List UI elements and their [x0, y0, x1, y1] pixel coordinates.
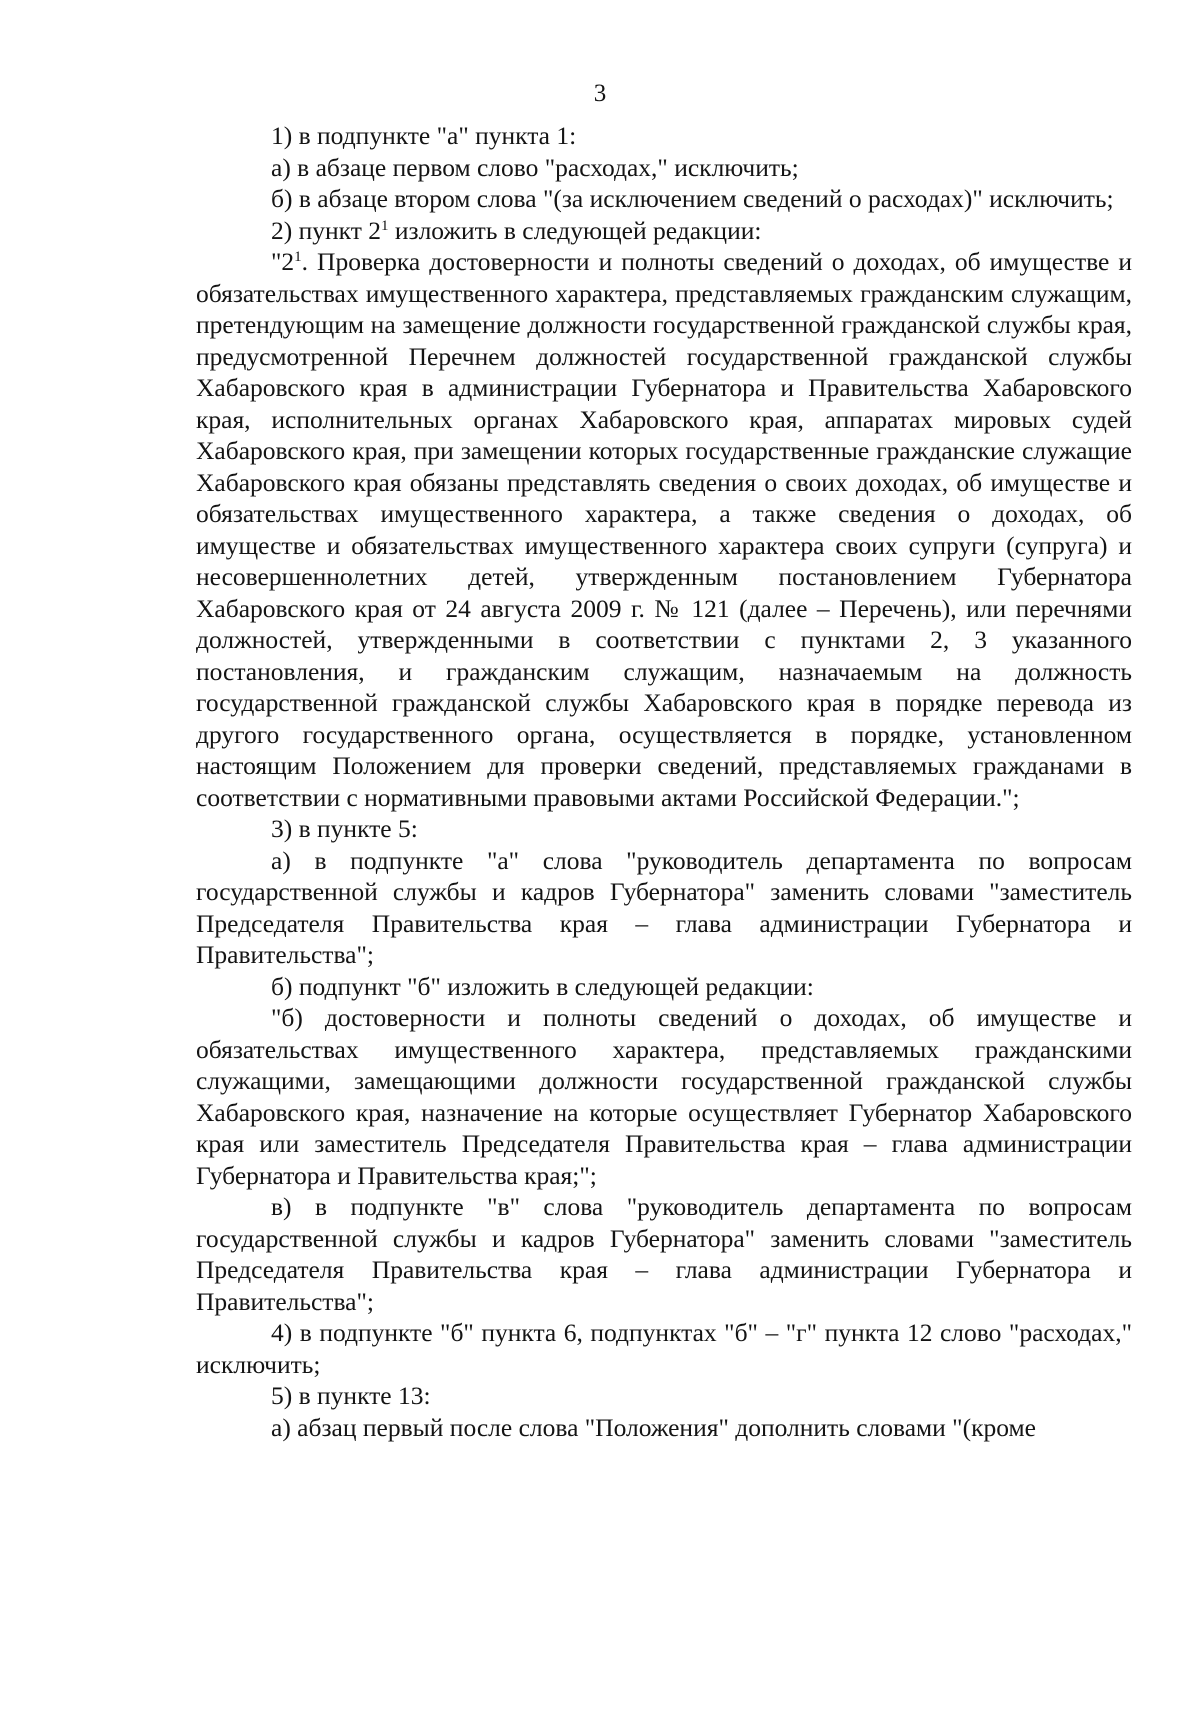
document-body	[196, 120, 1132, 1443]
superscript: 1	[380, 217, 389, 234]
list-item	[196, 246, 1132, 813]
list-item: а) в подпункте "а" слова "руководитель департамента по вопросам государственной службы и кадров Губернатора" заменить словами "заместитель Председателя Правительства края – глава администрации Губернатора и Правительства";	[196, 845, 1132, 969]
list-item: "б) достоверности и полноты сведений о доходах, об имуществе и обязательствах имущественного характера, представляемых гражданскими служащими, замещающими должности государственной гражданской службы Хабаровского края, назначение на которые осуществляет Губернатор Хабаровского края или заместитель Председателя Правительства края – глава администрации Губернатора и Правительства края;";	[196, 1003, 1132, 1190]
list-item: 4) в подпункте "б" пункта 6, подпунктах "б" – "г" пункта 12 слово "расходах," исключить;	[196, 1318, 1132, 1379]
text-run: 2) пункт 2	[271, 215, 381, 245]
list-item: 3) в пункте 5:	[271, 814, 418, 843]
list-item	[196, 215, 1132, 247]
list-item: 5) в пункте 13:	[271, 1381, 431, 1410]
list-item: а) в абзаце первом слово "расходах," исключить;	[271, 152, 799, 182]
list-item: б) подпункт "б" изложить в следующей редакции:	[271, 971, 814, 1001]
list-item: б) в абзаце втором слова "(за исключением сведений о расходах)" исключить;	[271, 184, 1114, 213]
text-run: . Проверка достоверности и полноты сведений о доходах, об имуществе и обязательствах имущественного характера, представляемых гражданским служащим, претендующим на замещение должности государственной гражданской службы края, предусмотренной Перечнем должностей государственной гражданской службы Хабаровского края в администрации Губернатора и Правительства Хабаровского края, исполнительных органах Хабаровского края, аппаратах мировых судей Хабаровского края, при замещении которых государственные гражданские служащие Хабаровского края обязаны представлять сведения о своих доходах, об имуществе и обязательствах имущественного характера, а также сведения о доходах, об имуществе и обязательствах имущественного характера своих супруги (супруга) и несовершеннолетних детей, утвержденным постановлением Губернатора Хабаровского края от 24 августа 2009 г. № 121 (далее – Перечень), или перечнями должностей, утвержденными в соответствии с пунктами 2, 3 указанного постановления, и гражданским служащим, назначаемым на должность государственной гражданской службы Хабаровского края в порядке перевода из другого государственного органа, осуществляется в порядке, установленном настоящим Положением для проверки сведений, представляемых гражданами в соответствии с нормативными правовыми актами Российской Федерации.";	[196, 247, 1132, 812]
list-item: а) абзац первый после слова "Положения" дополнить словами "(кроме	[271, 1412, 1036, 1442]
page-number: 3	[593, 80, 607, 107]
text-run: "2	[271, 247, 295, 276]
superscript: 1	[294, 249, 302, 265]
list-item: в) в подпункте "в" слова "руководитель департамента по вопросам государственной службы и кадров Губернатора" заменить словами "заместитель Председателя Правительства края – глава администрации Губернатора и Правительства";	[196, 1192, 1132, 1316]
text-run: изложить в следующей редакции:	[388, 215, 762, 245]
list-item: 1) в подпункте "а" пункта 1:	[271, 121, 577, 150]
